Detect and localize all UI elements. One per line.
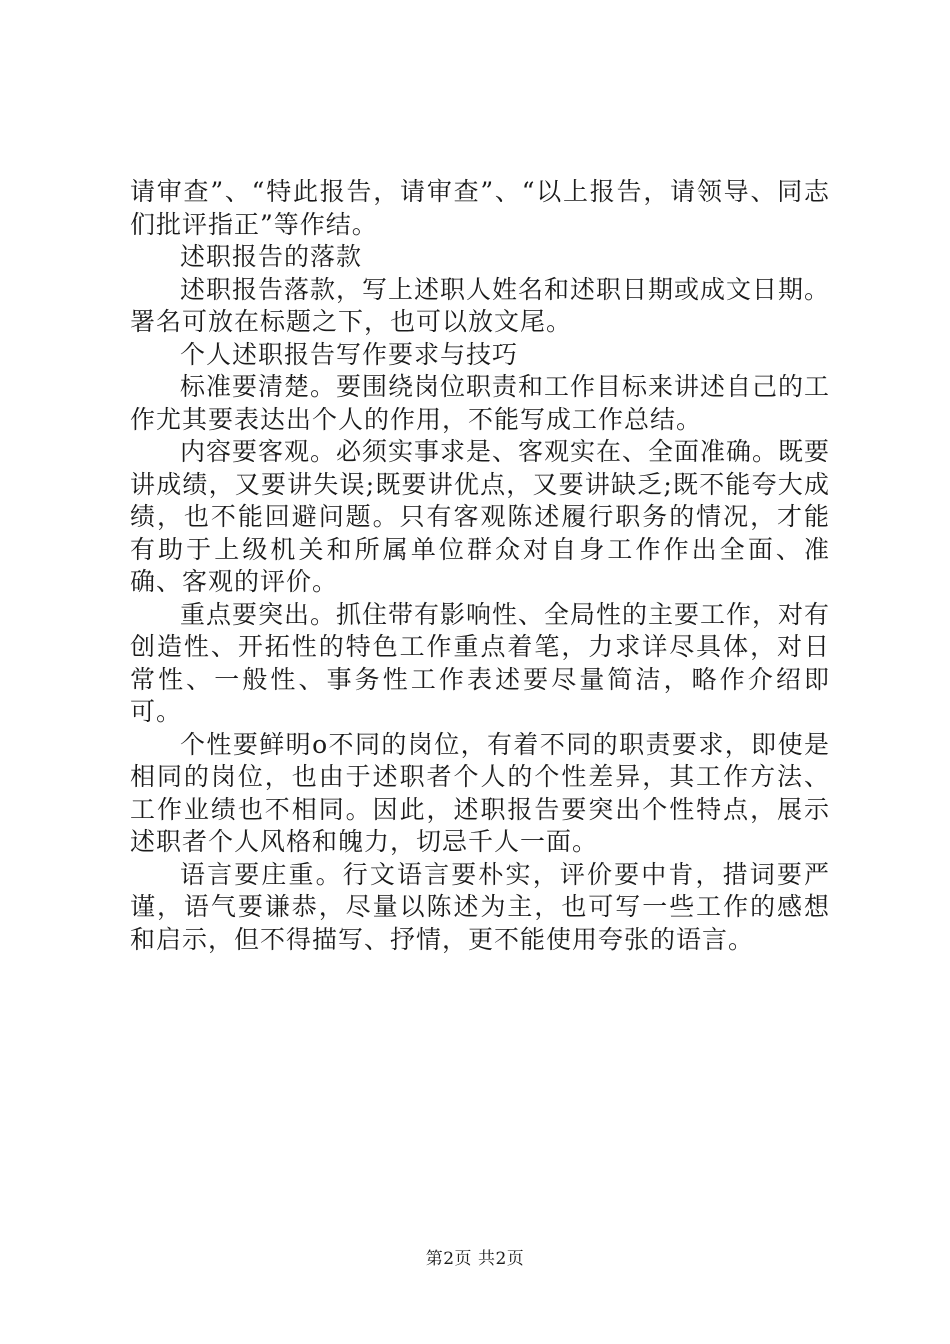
- page-number: 第2页 共2页: [425, 1249, 525, 1269]
- paragraph-focus: 重点要突出。抓住带有影响性、全局性的主要工作，对有创造性、开拓性的特色工作重点着笔，力求详尽具体，对日常性、一般性、事务性工作表述要尽量简洁，略作介绍即可。: [130, 599, 831, 726]
- document-body: [130, 176, 830, 956]
- paragraph-personality: 个性要鲜明ο不同的岗位，有着不同的职责要求，即使是相同的岗位，也由于述职者个人的个性差异，其工作方法、工作业绩也不相同。因此，述职报告要突出个性特点，展示述职者个人风格和魄力，切忌千人一面。: [130, 729, 830, 856]
- section-heading-requirements: 个人述职报告写作要求与技巧: [180, 339, 519, 369]
- paragraph-language: 语言要庄重。行文语言要朴实，评价要中肯，措词要严谨，语气要谦恭，尽量以陈述为主，也可写一些工作的感想和启示，但不得描写、抒情，更不能使用夸张的语言。: [130, 859, 830, 954]
- paragraph-standard: 标准要清楚。要围绕岗位职责和工作目标来讲述自己的工作尤其要表达出个人的作用，不能写成工作总结。: [130, 372, 831, 434]
- paragraph-objective: 内容要客观。必须实事求是、客观实在、全面准确。既要讲成绩，又要讲失误;既要讲优点，又要讲缺乏;既不能夸大成绩，也不能回避问题。只有客观陈述履行职务的情况，才能有助于上级机关和所属单位群众对自身工作作出全面、准确、客观的评价。: [130, 437, 831, 596]
- paragraph-signature: 述职报告落款，写上述职人姓名和述职日期或成文日期。署名可放在标题之下，也可以放文尾。: [130, 274, 831, 336]
- paragraph-continuation: 请审查”、“特此报告，请审查”、“以上报告，请领导、同志们批评指正”等作结。: [130, 177, 830, 239]
- section-heading-signature: 述职报告的落款: [180, 242, 363, 271]
